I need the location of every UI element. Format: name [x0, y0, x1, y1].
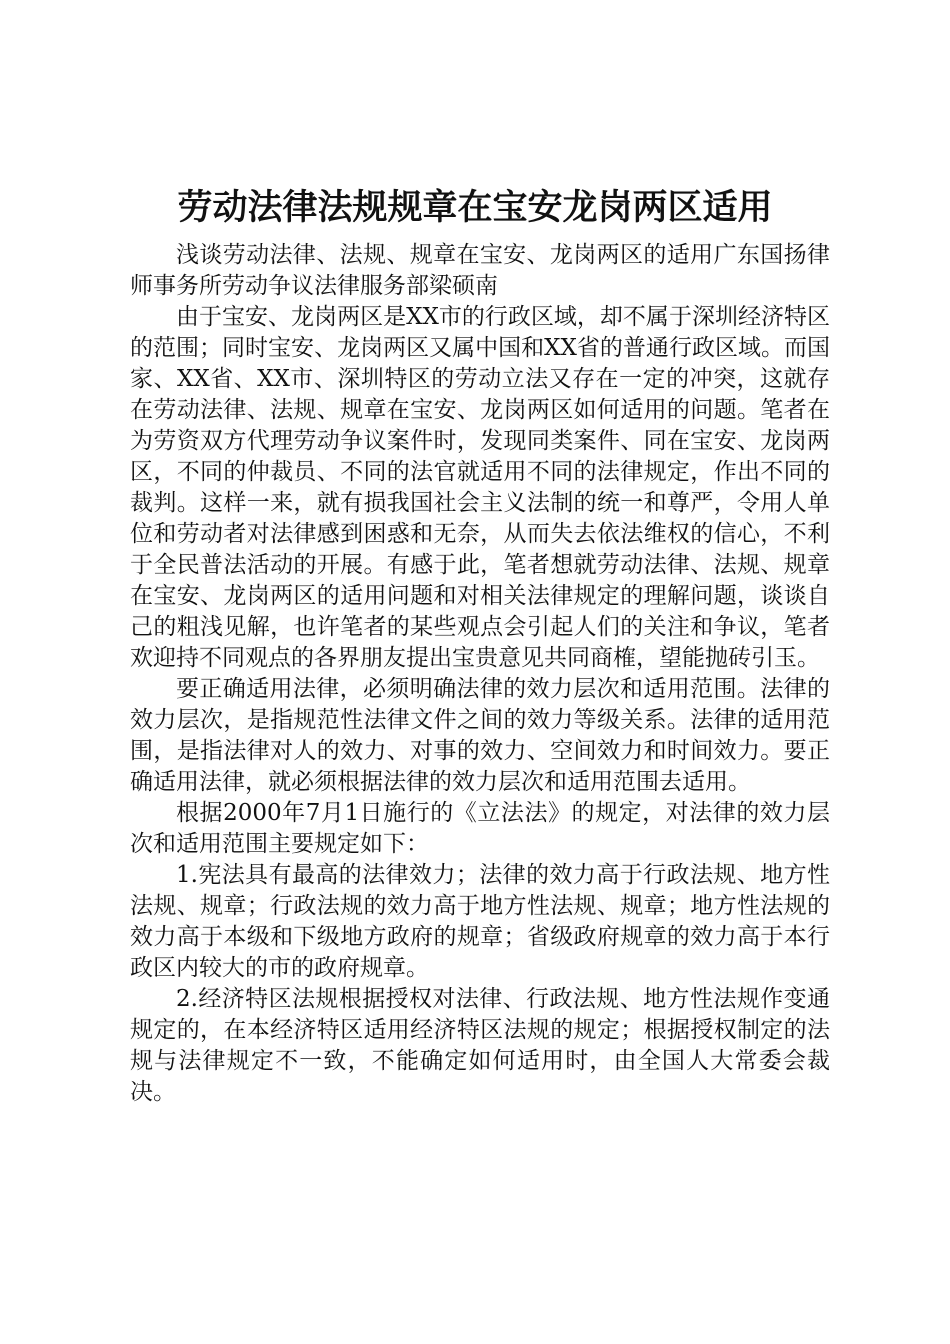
paragraph-item-1: 1.宪法具有最高的法律效力；法律的效力高于行政法规、地方性法规、规章；行政法规的效力高于地方性法规、规章；地方性法规的效力高于本级和下级地方政府的规章；省级政府规章的效力高于本行政区内较大的市的政府规章。	[130, 862, 830, 981]
paragraph-application-principle: 要正确适用法律，必须明确法律的效力层次和适用范围。法律的效力层次，是指规范性法律文件之间的效力等级关系。法律的适用范围，是指法律对人的效力、对事的效力、空间效力和时间效力。要正确适用法律，就必须根据法律的效力层次和适用范围去适用。	[130, 676, 830, 795]
document-body	[130, 240, 830, 1108]
paragraph-background: 由于宝安、龙岗两区是XX市的行政区域，却不属于深圳经济特区的范围；同时宝安、龙岗两区又属中国和XX省的普通行政区域。而国家、XX省、XX市、深圳特区的劳动立法又存在一定的冲突，这就存在劳动法律、法规、规章在宝安、龙岗两区如何适用的问题。笔者在为劳资双方代理劳动争议案件时，发现同类案件、同在宝安、龙岗两区，不同的仲裁员、不同的法官就适用不同的法律规定，作出不同的裁判。这样一来，就有损我国社会主义法制的统一和尊严，令用人单位和劳动者对法律感到困惑和无奈，从而失去依法维权的信心，不利于全民普法活动的开展。有感于此，笔者想就劳动法律、法规、规章在宝安、龙岗两区的适用问题和对相关法律规定的理解问题，谈谈自己的粗浅见解，也许笔者的某些观点会引起人们的关注和争议，笔者欢迎持不同观点的各界朋友提出宝贵意见共同商榷，望能抛砖引玉。	[130, 304, 830, 671]
document-title: 劳动法律法规规章在宝安龙岗两区适用	[177, 187, 773, 228]
paragraph-item-2: 2.经济特区法规根据授权对法律、行政法规、地方性法规作变通规定的，在本经济特区适用经济特区法规的规定；根据授权制定的法规与法律规定不一致，不能确定如何适用时，由全国人大常委会裁决。	[130, 986, 830, 1105]
paragraph-intro: 浅谈劳动法律、法规、规章在宝安、龙岗两区的适用广东国扬律师事务所劳动争议法律服务部梁硕南	[130, 242, 830, 299]
paragraph-legislation-law: 根据2000年7月1日施行的《立法法》的规定，对法律的效力层次和适用范围主要规定如下：	[130, 800, 830, 857]
